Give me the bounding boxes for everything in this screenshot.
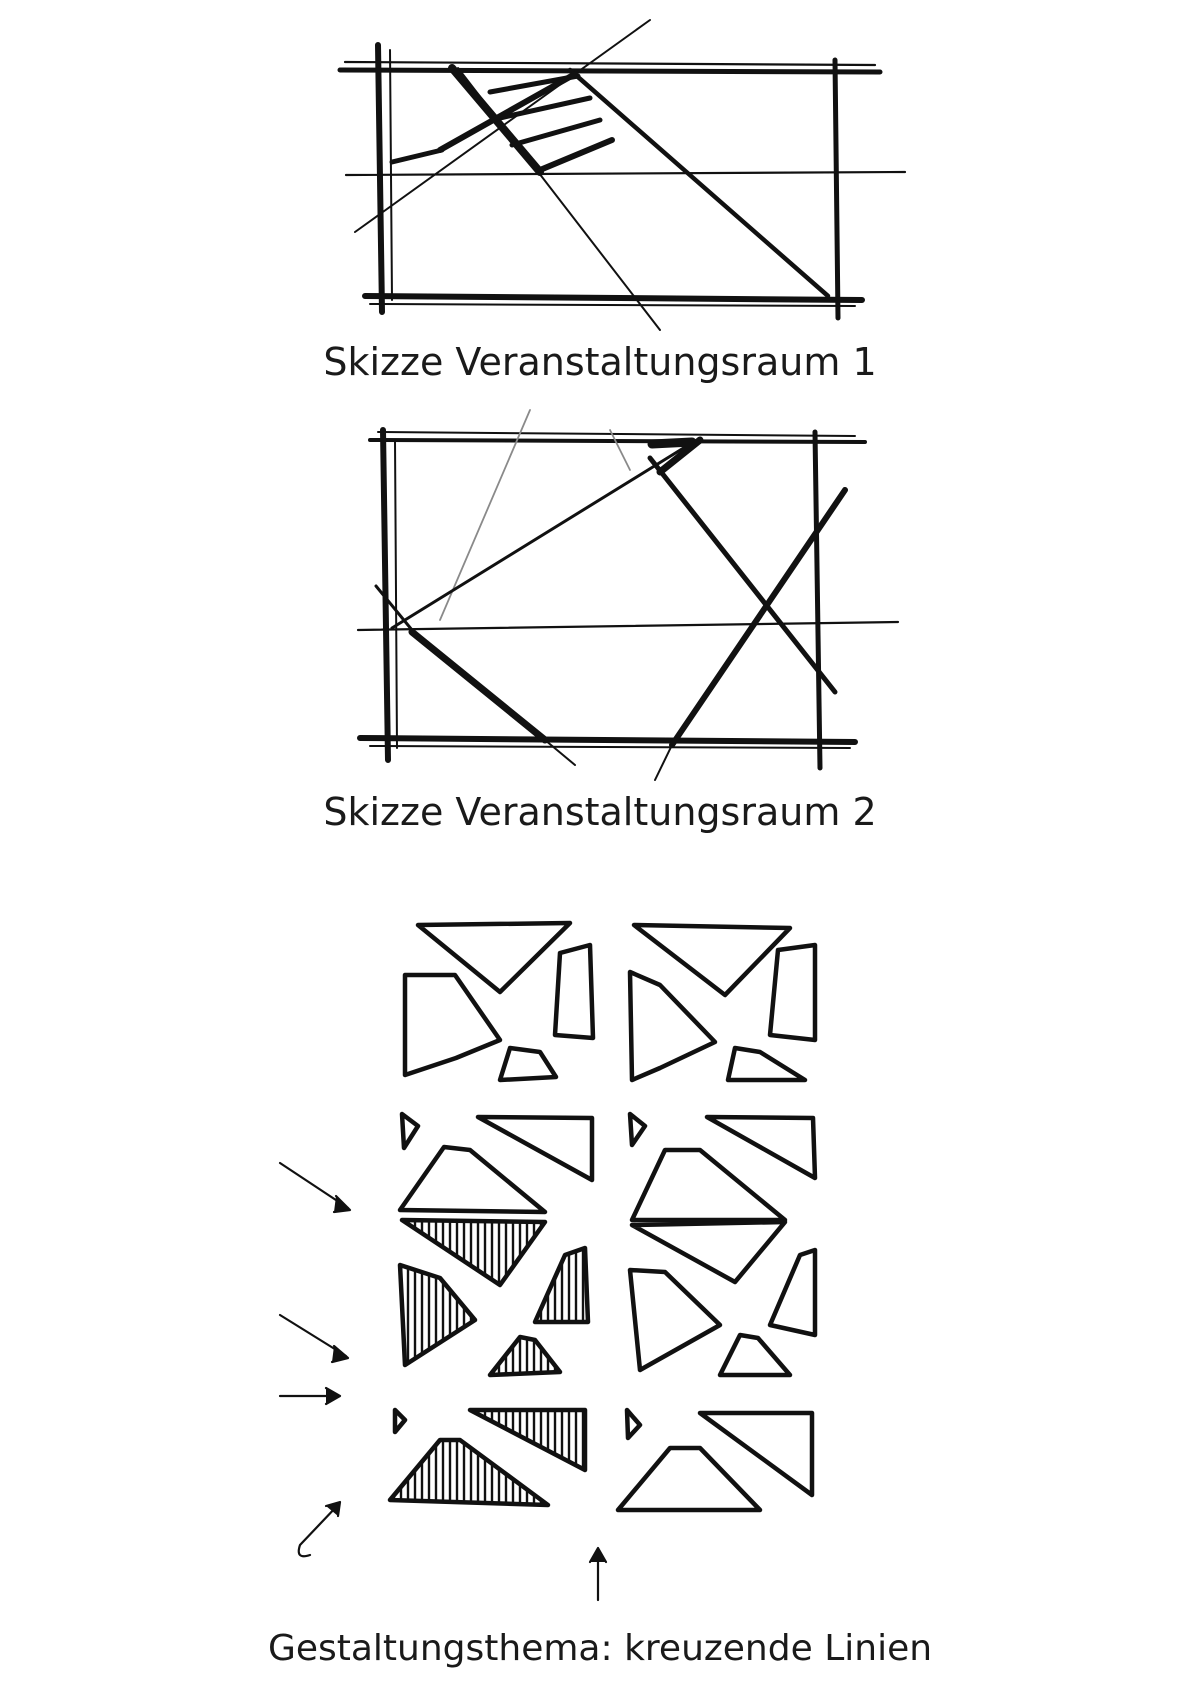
- caption-sketch-2: Skizze Veranstaltungsraum 2: [323, 790, 877, 834]
- caption-design-theme: Gestaltungsthema: kreuzende Linien: [267, 1628, 933, 1669]
- crossing-lines-pattern: [280, 923, 815, 1600]
- room-sketch-1: [340, 20, 905, 330]
- room-sketch-2: [358, 410, 898, 780]
- caption-sketch-1: Skizze Veranstaltungsraum 1: [323, 340, 877, 384]
